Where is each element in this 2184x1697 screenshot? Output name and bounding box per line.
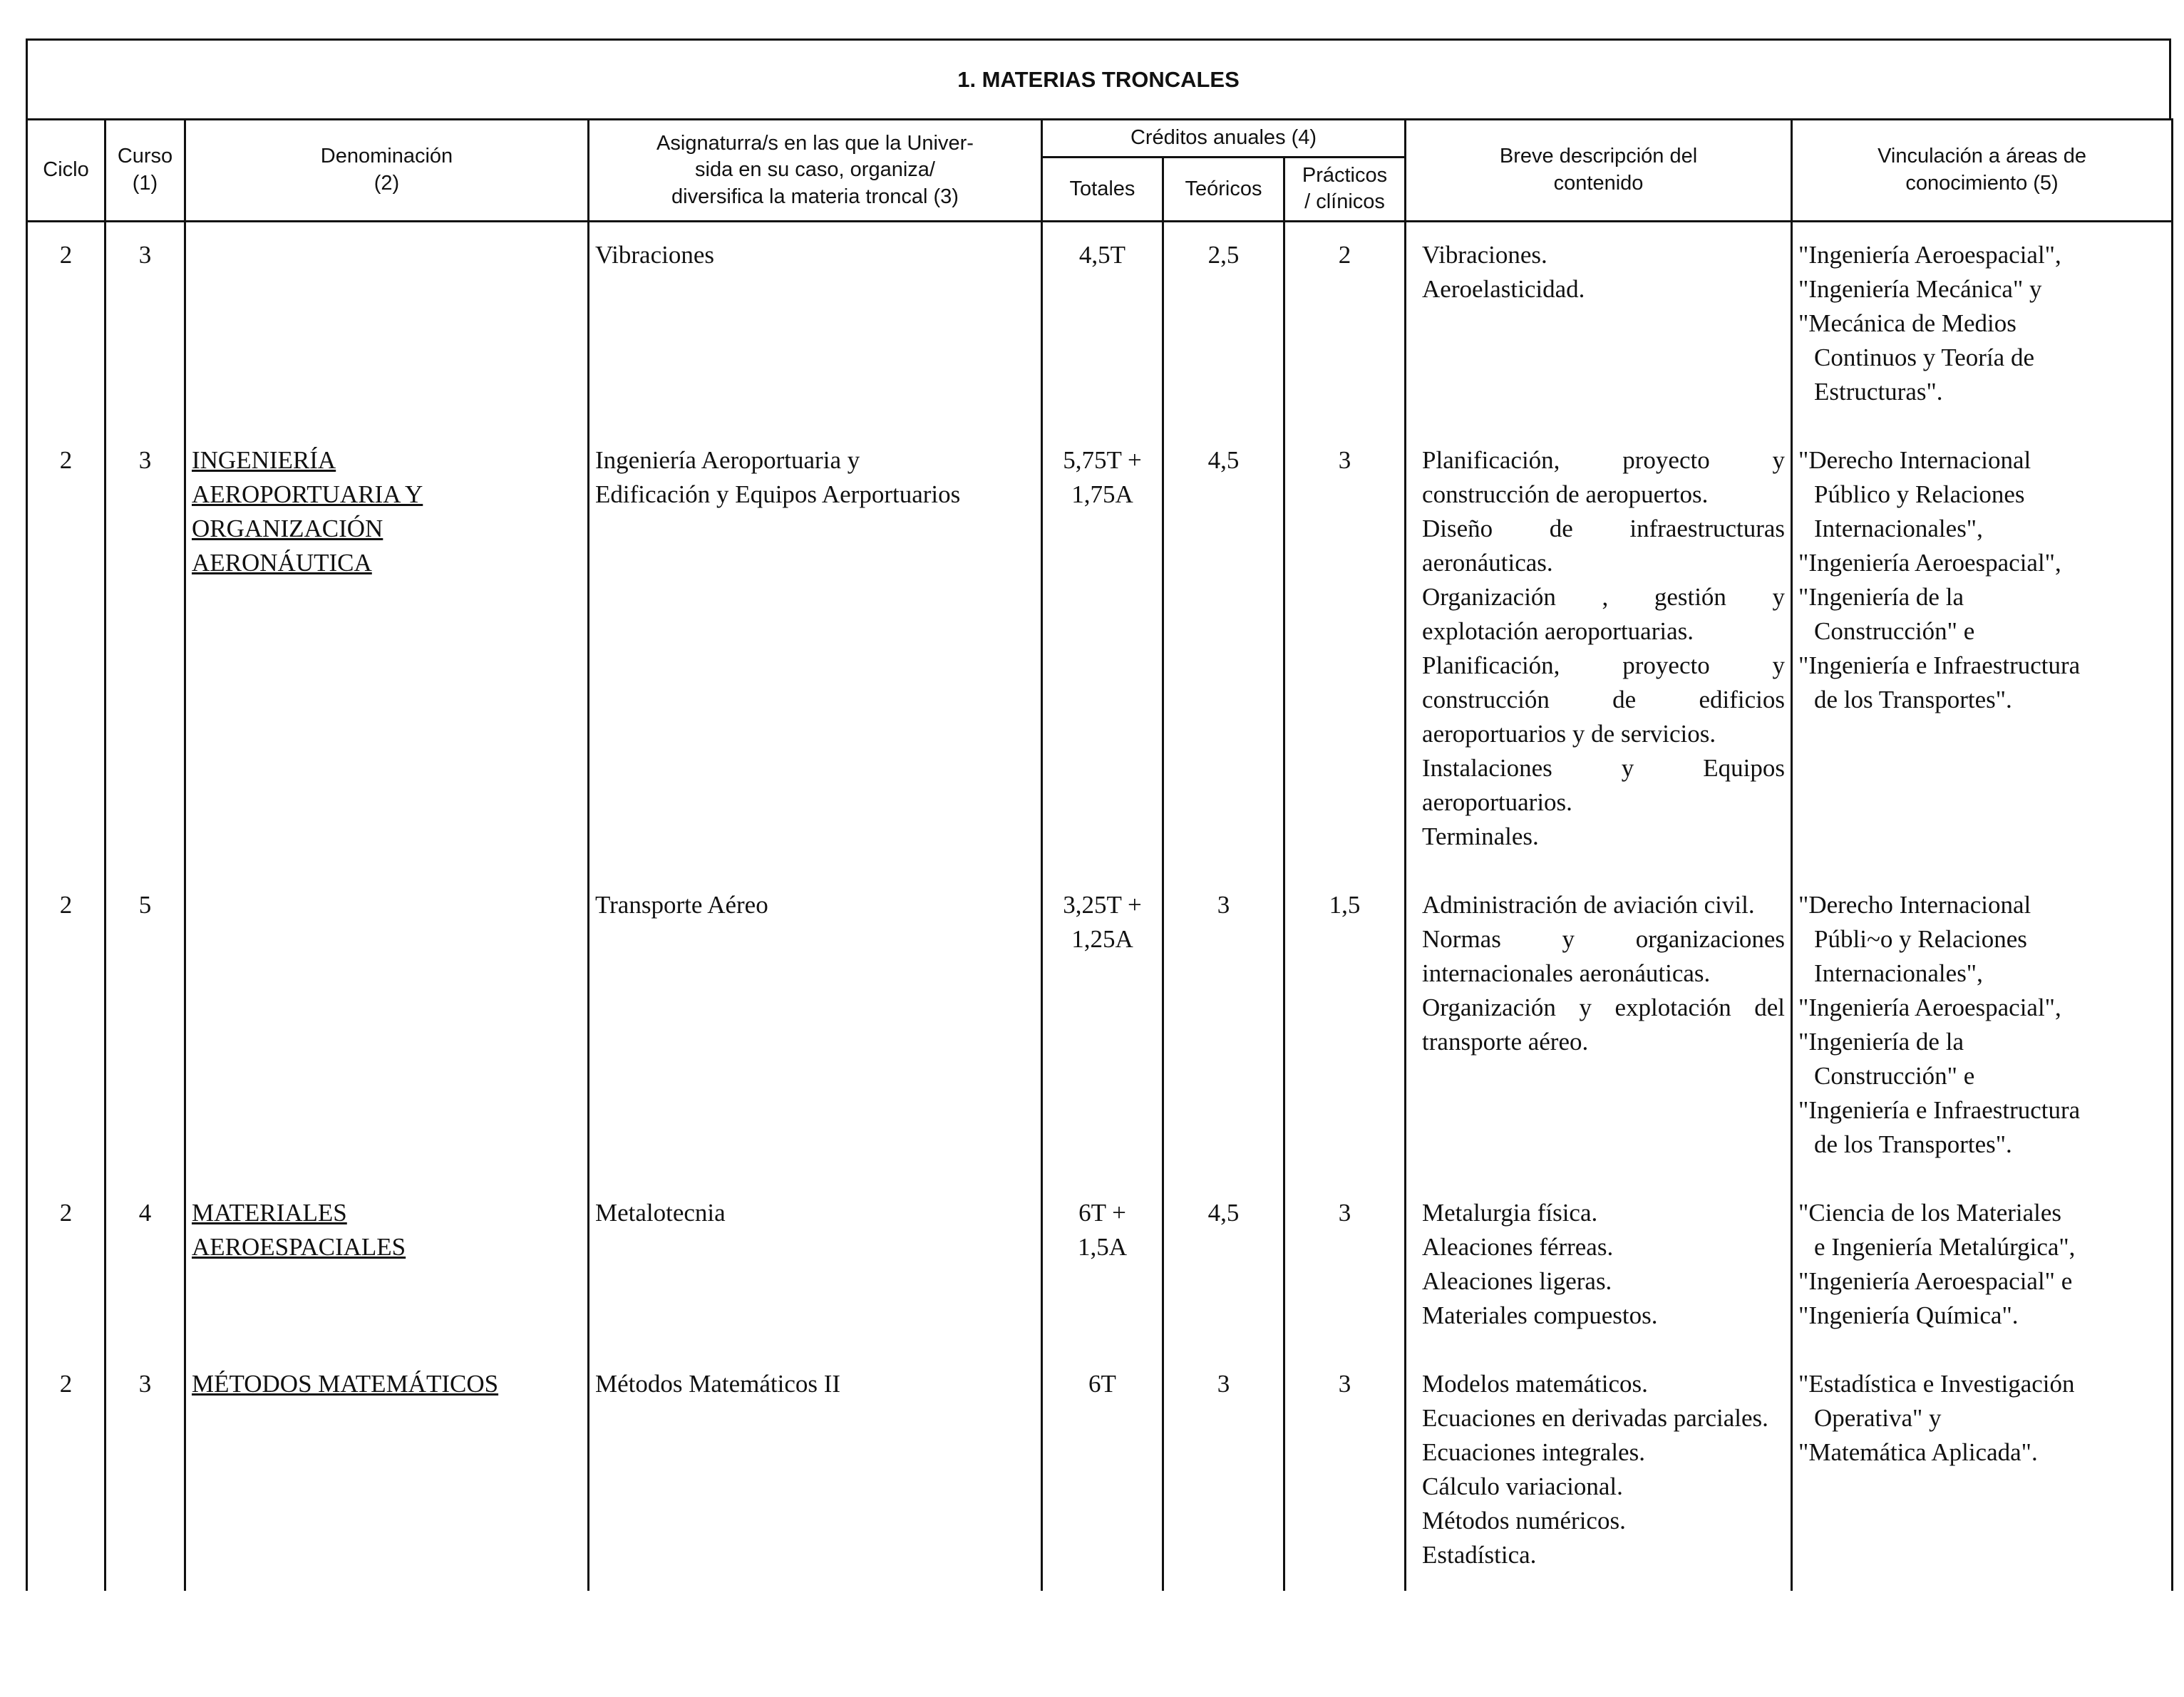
curso-value: 3 [138, 446, 152, 475]
curso-cell [105, 428, 185, 872]
descripcion-item: Vibraciones. [1422, 241, 1547, 269]
totales-value: 1,25A [1071, 925, 1133, 954]
asignatura-line: Métodos Matemáticos II [595, 1370, 841, 1398]
teoricos-value: 3 [1217, 891, 1230, 919]
table-row [27, 1180, 2173, 1351]
curso-value: 5 [138, 891, 152, 919]
asignatura-line: Metalotecnia [595, 1199, 726, 1227]
descripcion-item: Planificación, proyecto y construcción de aeropuertos. [1422, 446, 1786, 509]
header-practicos-line1: Prácticos [1302, 163, 1388, 187]
area-line: Internacionales", [1814, 959, 1983, 988]
area-line: de los Transportes". [1814, 1130, 2012, 1159]
table-row [27, 1351, 2173, 1591]
asignatura-cell [589, 1351, 1042, 1591]
descripcion-item: Materiales compuestos. [1422, 1301, 1658, 1330]
descripcion-item: Organización y explotación del transporte aéreo. [1422, 994, 1786, 1056]
area-line: Estructuras". [1814, 378, 1943, 406]
denominacion-cell [185, 428, 589, 872]
practicos-cell [1284, 222, 1406, 428]
area-line: Internacionales", [1814, 515, 1983, 543]
descripcion-item: Ecuaciones en derivadas parciales. [1422, 1404, 1768, 1433]
area-line: Públi~o y Relaciones [1814, 925, 2027, 954]
area-line: Público y Relaciones [1814, 480, 2025, 509]
ciclo-cell [27, 872, 105, 1180]
area-line: "Mecánica de Medios [1798, 309, 2016, 338]
asignatura-line: Transporte Aéreo [595, 891, 768, 919]
header-asignaturas-line3: diversifica la materia troncal (3) [671, 185, 959, 208]
denominacion-link: AEROPORTUARIA Y [192, 480, 423, 509]
denominacion-cell [185, 1180, 589, 1351]
teoricos-cell [1163, 872, 1284, 1180]
areas-cell [1792, 872, 2173, 1180]
descripcion-cell [1406, 1351, 1792, 1591]
totales-value: 5,75T + [1063, 446, 1142, 475]
descripcion-item: Aleaciones férreas. [1422, 1233, 1614, 1262]
denominacion-link: INGENIERÍA [192, 446, 336, 475]
header-denominacion-line2: (2) [374, 172, 400, 195]
practicos-cell [1284, 428, 1406, 872]
practicos-value: 3 [1338, 446, 1351, 475]
header-descripcion-line2: contenido [1553, 172, 1644, 195]
area-line: de los Transportes". [1814, 686, 2012, 714]
denominacion-cell [185, 1351, 589, 1591]
teoricos-cell [1163, 428, 1284, 872]
header-ciclo: Ciclo [27, 120, 105, 222]
area-line: "Ingeniería Aeroespacial", [1798, 549, 2061, 577]
table-row [27, 872, 2173, 1180]
teoricos-value: 2,5 [1207, 241, 1240, 269]
table-row [27, 428, 2173, 872]
practicos-value: 1,5 [1329, 891, 1361, 919]
header-vinculacion-line1: Vinculación a áreas de [1877, 145, 2086, 168]
area-line: "Ingeniería Mecánica" y [1798, 275, 2042, 304]
table-body [27, 222, 2173, 1592]
areas-cell [1792, 222, 2173, 428]
denominacion-link: AEROESPACIALES [192, 1233, 406, 1262]
descripcion-item: Organización , gestión y explotación aeroportuarias. [1422, 583, 1786, 646]
header-descripcion-line1: Breve descripción del [1499, 145, 1698, 168]
practicos-value: 3 [1338, 1199, 1351, 1227]
header-vinculacion [1792, 120, 2173, 222]
header-asignaturas-line2: sida en su caso, organiza/ [695, 158, 935, 182]
ciclo-value: 2 [59, 891, 73, 919]
descripcion-item: Planificación, proyecto y construcción de edificios aeroportuarios y de servicios. [1422, 651, 1786, 748]
descripcion-item: Cálculo variacional. [1422, 1472, 1623, 1501]
header-teoricos: Teóricos [1163, 157, 1284, 221]
area-line: Continuos y Teoría de [1814, 344, 2034, 372]
ciclo-cell [27, 222, 105, 428]
descripcion-cell [1406, 222, 1792, 428]
curso-value: 3 [138, 241, 152, 269]
denominacion-link: ORGANIZACIÓN [192, 515, 383, 543]
teoricos-value: 4,5 [1207, 446, 1240, 475]
asignatura-cell [589, 872, 1042, 1180]
asignatura-line: Vibraciones [595, 241, 715, 269]
ciclo-value: 2 [59, 241, 73, 269]
curso-cell [105, 1351, 185, 1591]
troncales-table [26, 118, 2173, 1591]
asignatura-cell [589, 428, 1042, 872]
practicos-value: 2 [1338, 241, 1351, 269]
areas-cell [1792, 428, 2173, 872]
practicos-value: 3 [1338, 1370, 1351, 1398]
totales-value: 6T + [1078, 1199, 1126, 1227]
ciclo-cell [27, 1351, 105, 1591]
curso-cell [105, 1180, 185, 1351]
area-line: Construcción" e [1814, 617, 1975, 646]
denominacion-link: AERONÁUTICA [192, 549, 372, 577]
curso-cell [105, 872, 185, 1180]
area-line: "Ingeniería Química". [1798, 1301, 2019, 1330]
header-vinculacion-line2: conocimiento (5) [1905, 172, 2059, 195]
area-line: "Ingeniería Aeroespacial" e [1798, 1267, 2073, 1296]
table-row [27, 222, 2173, 428]
ciclo-value: 2 [59, 446, 73, 475]
descripcion-item: Aeroelasticidad. [1422, 275, 1585, 304]
area-line: "Ciencia de los Materiales [1798, 1199, 2062, 1227]
areas-cell [1792, 1180, 2173, 1351]
header-asignaturas-line1: Asignaturra/s en las que la Univer- [656, 131, 974, 155]
section-title: 1. MATERIAS TRONCALES [26, 38, 2171, 118]
area-line: "Estadística e Investigación [1798, 1370, 2075, 1398]
denominacion-link: MATERIALES [192, 1199, 347, 1227]
area-line: "Matemática Aplicada". [1798, 1438, 2038, 1467]
header-curso-line2: (1) [132, 172, 158, 195]
teoricos-cell [1163, 222, 1284, 428]
curso-value: 3 [138, 1370, 152, 1398]
asignatura-cell [589, 1180, 1042, 1351]
ciclo-value: 2 [59, 1199, 73, 1227]
header-denominacion [185, 120, 589, 222]
curso-cell [105, 222, 185, 428]
totales-value: 4,5T [1078, 241, 1126, 269]
header-asignaturas [589, 120, 1042, 222]
areas-cell [1792, 1351, 2173, 1591]
teoricos-cell [1163, 1180, 1284, 1351]
totales-cell [1042, 1351, 1163, 1591]
area-line: "Derecho Internacional [1798, 891, 2031, 919]
descripcion-cell [1406, 428, 1792, 872]
asignatura-line: Ingeniería Aeroportuaria y [595, 446, 860, 475]
ciclo-value: 2 [59, 1370, 73, 1398]
header-practicos-line2: / clínicos [1304, 190, 1385, 214]
totales-value: 6T [1088, 1370, 1116, 1398]
descripcion-item: Instalaciones y Equipos aeroportuarios. [1422, 754, 1786, 817]
descripcion-item: Ecuaciones integrales. [1422, 1438, 1645, 1467]
practicos-cell [1284, 872, 1406, 1180]
area-line: "Ingeniería e Infraestructura [1798, 651, 2081, 680]
descripcion-cell [1406, 872, 1792, 1180]
header-creditos: Créditos anuales (4) [1042, 120, 1406, 158]
asignatura-cell [589, 222, 1042, 428]
header-totales: Totales [1042, 157, 1163, 221]
header-curso-line1: Curso [117, 145, 173, 168]
teoricos-value: 4,5 [1207, 1199, 1240, 1227]
descripcion-item: Metalurgia física. [1422, 1199, 1598, 1227]
totales-value: 3,25T + [1063, 891, 1142, 919]
totales-cell [1042, 222, 1163, 428]
area-line: "Ingeniería Aeroespacial", [1798, 241, 2061, 269]
area-line: "Ingeniería Aeroespacial", [1798, 994, 2061, 1022]
area-line: "Ingeniería de la [1798, 583, 1964, 612]
header-curso [105, 120, 185, 222]
descripcion-item: Métodos numéricos. [1422, 1507, 1626, 1535]
descripcion-item: Aleaciones ligeras. [1422, 1267, 1612, 1296]
header-denominacion-line1: Denominación [320, 145, 453, 168]
header-descripcion [1406, 120, 1792, 222]
denominacion-cell [185, 872, 589, 1180]
header-row [27, 120, 2173, 158]
descripcion-item: Diseño de infraestructuras aeronáuticas. [1422, 515, 1786, 577]
teoricos-cell [1163, 1351, 1284, 1591]
totales-cell [1042, 1180, 1163, 1351]
descripcion-item: Terminales. [1422, 822, 1539, 851]
area-line: e Ingeniería Metalúrgica", [1814, 1233, 2076, 1262]
curso-value: 4 [138, 1199, 152, 1227]
header-practicos [1284, 157, 1406, 221]
descripcion-cell [1406, 1180, 1792, 1351]
teoricos-value: 3 [1217, 1370, 1230, 1398]
descripcion-item: Normas y organizaciones internacionales aeronáuticas. [1422, 925, 1786, 988]
ciclo-cell [27, 1180, 105, 1351]
denominacion-cell [185, 222, 589, 428]
area-line: "Ingeniería e Infraestructura [1798, 1096, 2081, 1125]
denominacion-link: MÉTODOS MATEMÁTICOS [192, 1370, 499, 1398]
practicos-cell [1284, 1351, 1406, 1591]
totales-cell [1042, 428, 1163, 872]
area-line: "Ingeniería de la [1798, 1028, 1964, 1056]
ciclo-cell [27, 428, 105, 872]
descripcion-item: Estadística. [1422, 1541, 1537, 1569]
totales-value: 1,75A [1071, 480, 1133, 509]
area-line: "Derecho Internacional [1798, 446, 2031, 475]
asignatura-line: Edificación y Equipos Aerportuarios [595, 480, 961, 509]
descripcion-item: Administración de aviación civil. [1422, 891, 1755, 919]
descripcion-item: Modelos matemáticos. [1422, 1370, 1648, 1398]
totales-value: 1,5A [1077, 1233, 1128, 1262]
area-line: Operativa" y [1814, 1404, 1942, 1433]
totales-cell [1042, 872, 1163, 1180]
practicos-cell [1284, 1180, 1406, 1351]
area-line: Construcción" e [1814, 1062, 1975, 1090]
